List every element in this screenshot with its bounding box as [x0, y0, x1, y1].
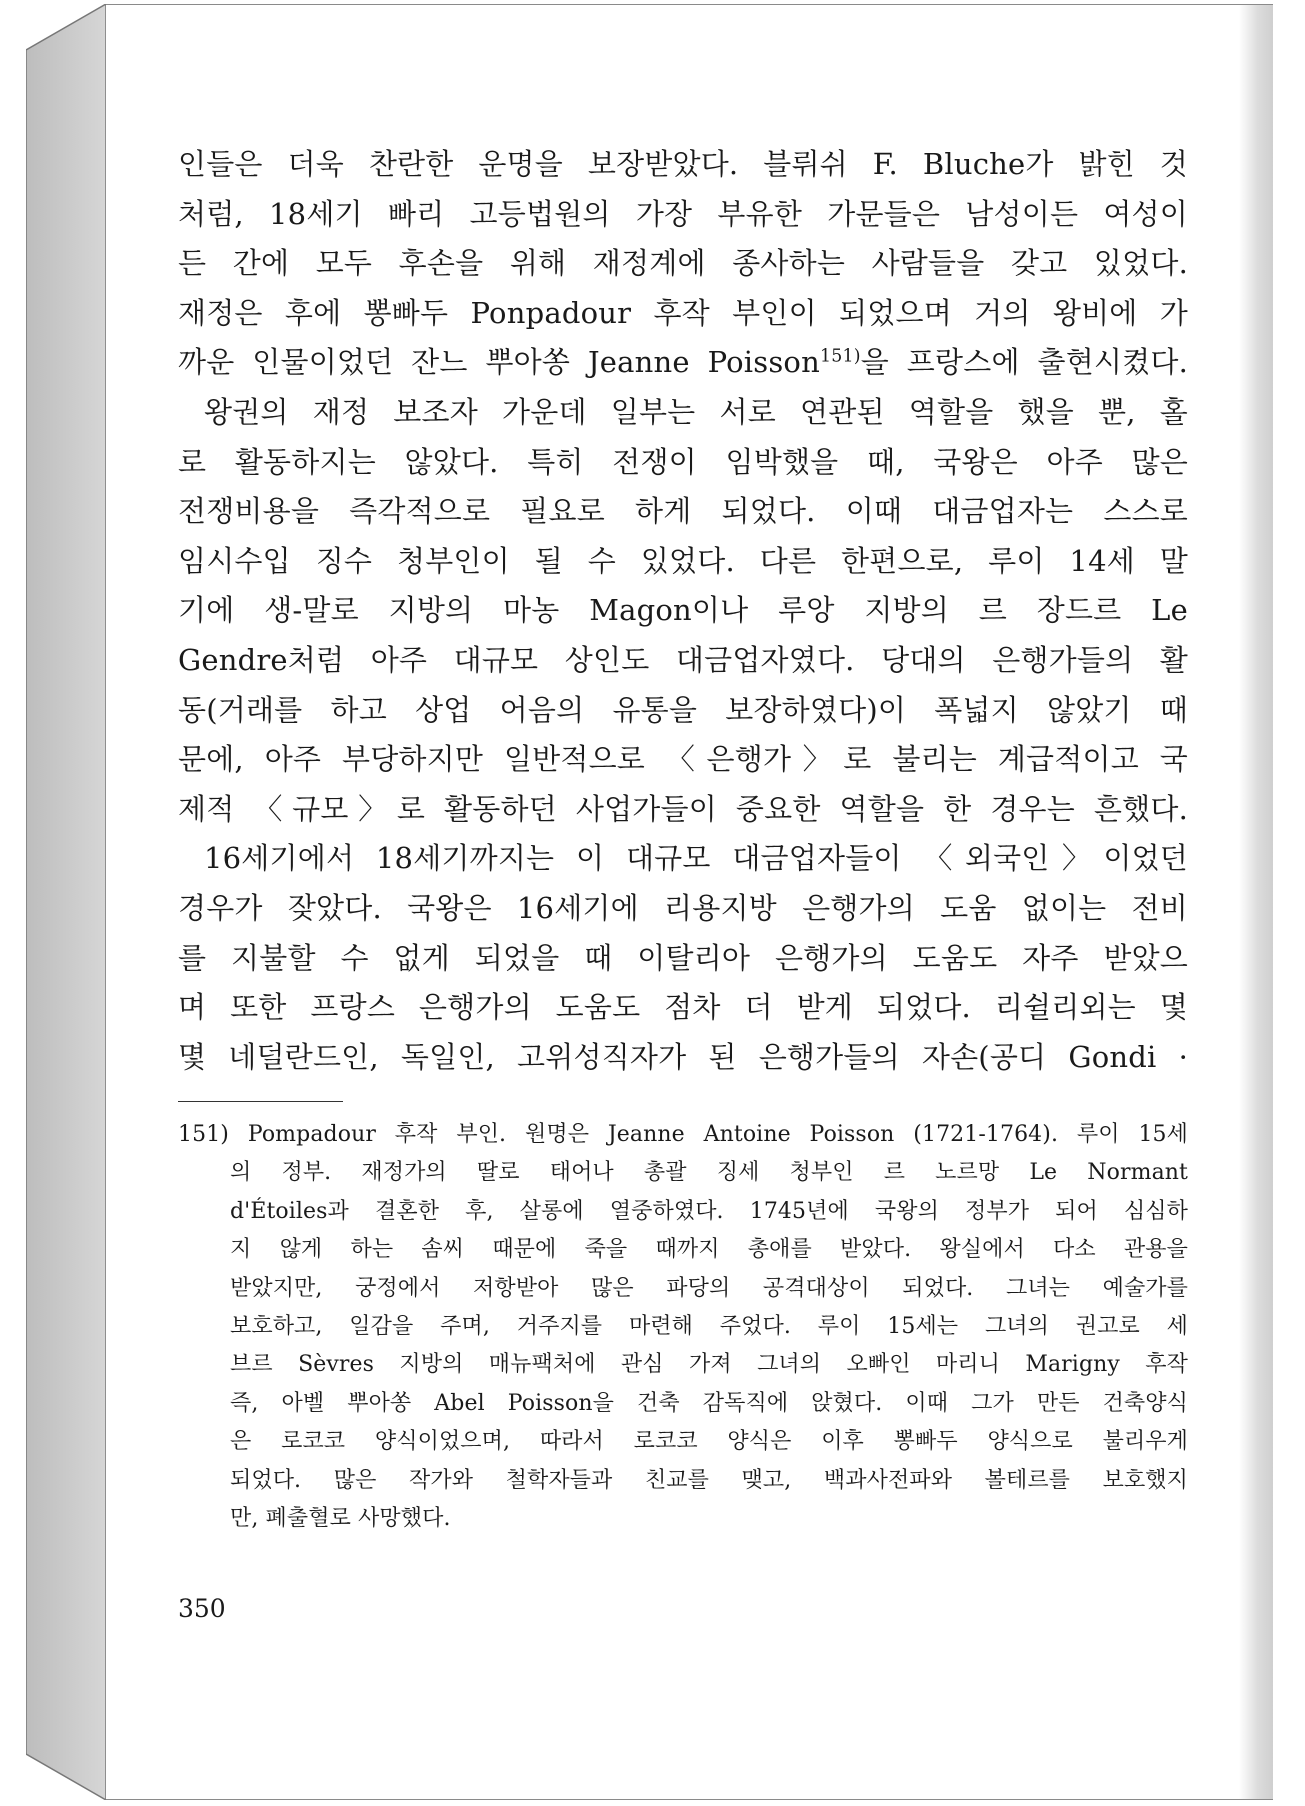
- footnote-line: 은 로코코 양식이었으며, 따라서 로코코 양식은 이후 뽕빠두 양식으로 불리우게: [230, 1429, 1188, 1455]
- text-line: 제적 〈규모〉로 활동하던 사업가들이 중요한 역할을 한 경우는 흔했다.: [178, 791, 1188, 826]
- text-line: 몇 네덜란드인, 독일인, 고위성직자가 된 은행가들의 자손(공디 Gondi ·: [178, 1039, 1188, 1074]
- text-line: 전쟁비용을 즉각적으로 필요로 하게 되었다. 이때 대금업자는 스스로: [178, 494, 1188, 529]
- page-edge-shadow: [1239, 5, 1273, 1799]
- text-line: 재정은 후에 뽕빠두 Ponpadour 후작 부인이 되었으며 거의 왕비에 가: [178, 295, 1188, 330]
- footnote-first-text: Pompadour 후작 부인. 원명은 Jeanne Antoine Poisson (1721-1764). 루이 15세: [247, 1122, 1188, 1147]
- text-line: 16세기에서 18세기까지는 이 대규모 대금업자들이 〈외국인〉이었던: [204, 841, 1188, 876]
- text-line: 왕권의 재정 보조자 가운데 일부는 서로 연관된 역할을 했을 뿐, 홀: [204, 394, 1188, 429]
- line-text-tail: 을 프랑스에 출현시켰다.: [860, 345, 1188, 380]
- footnote-line: [178, 1116, 1188, 1154]
- footnote-line: 브르 Sèvres 지방의 매뉴팩처에 관심 가져 그녀의 오빠인 마리니 Marigny 후작: [230, 1352, 1188, 1378]
- text-line: 기에 생-말로 지방의 마농 Magon이나 루앙 지방의 르 장드르 Le: [178, 593, 1188, 628]
- footnote-line: 의 정부. 재정가의 딸로 태어나 총괄 징세 청부인 르 노르망 Le Normant: [230, 1160, 1188, 1186]
- text-line: Gendre처럼 아주 대규모 상인도 대금업자였다. 당대의 은행가들의 활: [178, 642, 1188, 677]
- footnote-divider: [178, 1101, 343, 1102]
- text-line: 경우가 잦았다. 국왕은 16세기에 리용지방 은행가의 도움 없이는 전비: [178, 890, 1188, 925]
- text-line: 동(거래를 하고 상업 어음의 유통을 보장하였다)이 폭넓지 않았기 때: [178, 692, 1188, 727]
- footnote: [178, 1116, 1188, 1538]
- text-line: 를 지불할 수 없게 되었을 때 이탈리아 은행가의 도움도 자주 받았으: [178, 940, 1188, 975]
- footnote-line: d'Étoiles과 결혼한 후, 살롱에 열중하였다. 1745년에 국왕의 정부가 되어 심심하: [230, 1198, 1188, 1224]
- footnote-line: 보호하고, 일감을 주며, 거주지를 마련해 주었다. 루이 15세는 그녀의 권고로 세: [230, 1313, 1188, 1339]
- book-spine-side: [26, 4, 108, 1800]
- body-text: [178, 140, 1188, 1082]
- footnote-label: 151): [178, 1122, 229, 1147]
- text-line: 든 간에 모두 후손을 위해 재정계에 종사하는 사람들을 갖고 있었다.: [178, 246, 1188, 281]
- footnote-line: 되었다. 많은 작가와 철학자들과 친교를 맺고, 백과사전파와 볼테르를 보호했지: [230, 1467, 1188, 1493]
- footnote-reference: 151): [819, 346, 861, 367]
- footnote-line: 지 않게 하는 솜씨 때문에 죽을 때까지 총애를 받았다. 왕실에서 다소 관용을: [230, 1237, 1188, 1263]
- text-line: [178, 338, 1188, 388]
- footnote-line: 받았지만, 궁정에서 저항받아 많은 파당의 공격대상이 되었다. 그녀는 예술가를: [230, 1275, 1188, 1301]
- footnote-line: 만, 폐출혈로 사망했다.: [230, 1505, 451, 1531]
- footnote-line: 즉, 아벨 뿌아쏭 Abel Poisson을 건축 감독직에 앉혔다. 이때 그가 만든 건축양식: [230, 1390, 1188, 1416]
- text-line: 인들은 더욱 찬란한 운명을 보장받았다. 블뤼쉬 F. Bluche가 밝힌 것: [178, 147, 1188, 181]
- page-number: 350: [178, 1594, 226, 1623]
- text-line: 임시수입 징수 청부인이 될 수 있었다. 다른 한편으로, 루이 14세 말: [178, 543, 1188, 578]
- text-line: 문에, 아주 부당하지만 일반적으로 〈은행가〉로 불리는 계급적이고 국: [178, 742, 1188, 777]
- text-line: 처럼, 18세기 빠리 고등법원의 가장 부유한 가문들은 남성이든 여성이: [178, 196, 1188, 231]
- text-line: 며 또한 프랑스 은행가의 도움도 점차 더 받게 되었다. 리쉴리외는 몇: [178, 990, 1188, 1025]
- line-text: 까운 인물이었던 잔느 뿌아쏭 Jeanne Poisson: [178, 345, 820, 380]
- text-line: 로 활동하지는 않았다. 특히 전쟁이 임박했을 때, 국왕은 아주 많은: [178, 444, 1188, 479]
